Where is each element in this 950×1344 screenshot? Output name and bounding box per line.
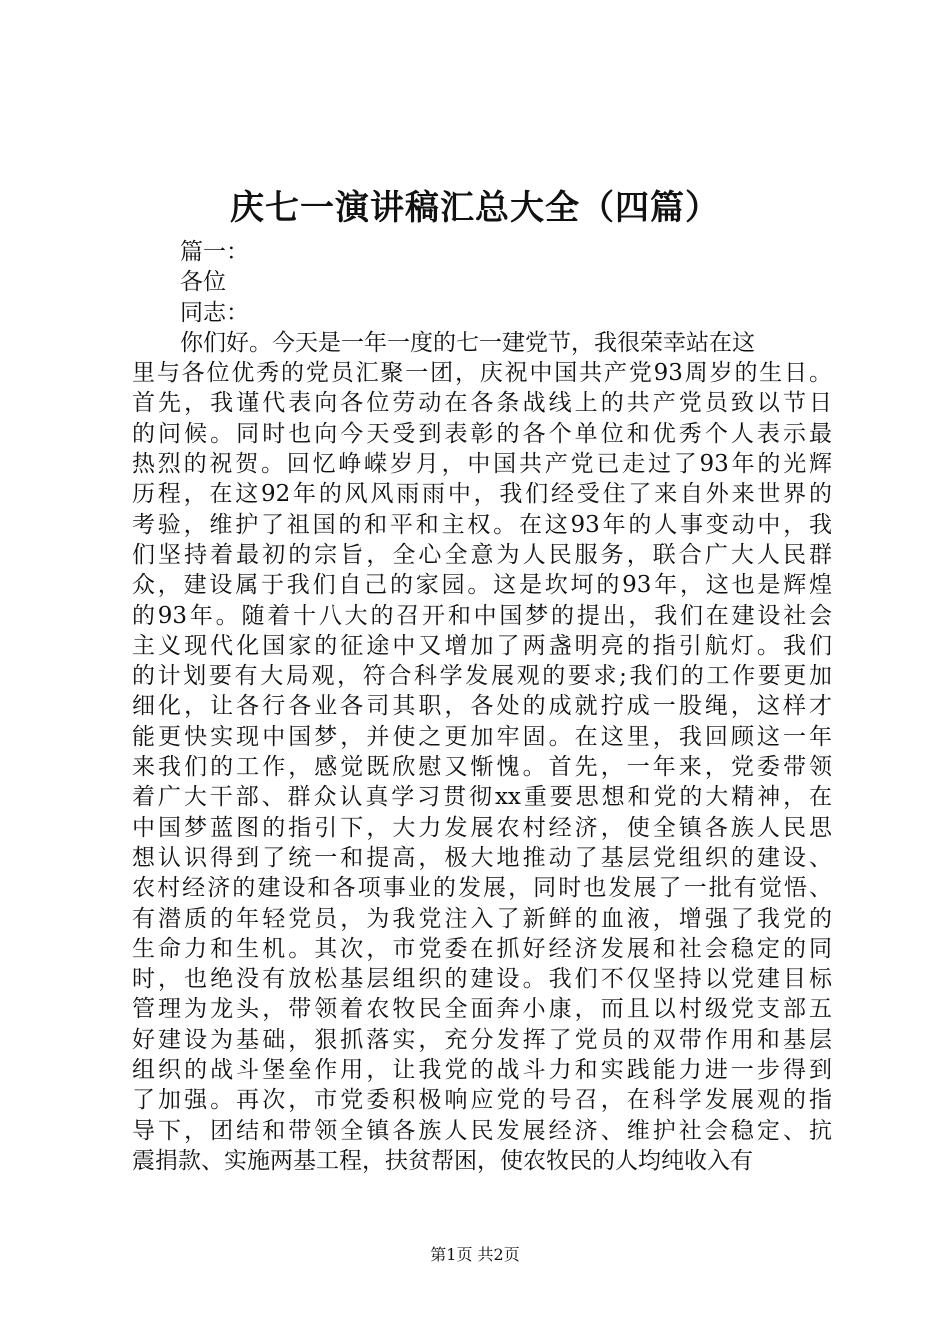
- page-footer: 第1页 共2页: [430, 1245, 520, 1264]
- text-line: 的计划要有大局观，符合科学发展观的要求;我们的工作要更加: [132, 663, 832, 690]
- text-line: 历程，在这92年的风风雨雨中，我们经受住了来自外来世界的: [132, 481, 832, 508]
- text-line: 来我们的工作，感觉既欣慰又惭愧。首先，一年来，党委带领: [132, 754, 832, 781]
- speech-paragraph: [132, 328, 832, 1176]
- text-line: 热烈的祝贺。回忆峥嵘岁月，中国共产党已走过了93年的光辉: [132, 451, 832, 478]
- text-line: 了加强。再次，市党委积极响应党的号召，在科学发展观的指: [132, 1087, 832, 1114]
- text-line: 震捐款、实施两基工程，扶贫帮困，使农牧民的人均纯收入有: [132, 1147, 753, 1174]
- text-line: 能更快实现中国梦，并使之更加牢固。在这里，我回顾这一年: [132, 723, 832, 750]
- document-title: 庆七一演讲稿汇总大全（四篇）: [230, 188, 720, 228]
- text-line: 时，也绝没有放松基层组织的建设。我们不仅坚持以党建目标: [132, 966, 832, 993]
- text-line: 想认识得到了统一和提高，极大地推动了基层党组织的建设、: [132, 844, 832, 871]
- text-line: 首先，我谨代表向各位劳动在各条战线上的共产党员致以节日: [132, 390, 832, 417]
- text-line: 你们好。今天是一年一度的七一建党节，我很荣幸站在这: [180, 329, 755, 356]
- text-line: 们坚持着最初的宗旨，全心全意为人民服务，联合广大人民群: [132, 541, 832, 568]
- text-line: 细化，让各行各业各司其职，各处的成就拧成一股绳，这样才: [132, 693, 832, 720]
- text-line: 众，建设属于我们自己的家园。这是坎坷的93年，这也是辉煌: [132, 572, 832, 599]
- text-line: 里与各位优秀的党员汇聚一团，庆祝中国共产党93周岁的生日。: [132, 360, 832, 387]
- text-line: 主义现代化国家的征途中又增加了两盏明亮的指引航灯。我们: [132, 632, 832, 659]
- text-line: 中国梦蓝图的指引下，大力发展农村经济，使全镇各族人民思: [132, 814, 832, 841]
- salutation-line: 同志：: [180, 299, 249, 326]
- text-line: 考验，维护了祖国的和平和主权。在这93年的人事变动中，我: [132, 511, 832, 538]
- text-line: 生命力和生机。其次，市党委在抓好经济发展和社会稳定的同: [132, 935, 832, 962]
- text-line: 农村经济的建设和各项事业的发展，同时也发展了一批有觉悟、: [132, 875, 832, 902]
- text-line: 有潜质的年轻党员，为我党注入了新鲜的血液，增强了我党的: [132, 905, 832, 932]
- text-line: 的问候。同时也向今天受到表彰的各个单位和优秀个人表示最: [132, 420, 832, 447]
- document-body: [132, 237, 832, 1176]
- text-line: 着广大干部、群众认真学习贯彻xx重要思想和党的大精神，在: [132, 784, 832, 811]
- text-line: 管理为龙头，带领着农牧民全面奔小康，而且以村级党支部五: [132, 996, 832, 1023]
- salutation-line: 各位: [180, 269, 226, 296]
- text-line: 好建设为基础，狠抓落实，充分发挥了党员的双带作用和基层: [132, 1026, 832, 1053]
- text-line: 的93年。随着十八大的召开和中国梦的提出，我们在建设社会: [132, 602, 832, 629]
- text-line: 导下，团结和带领全镇各族人民发展经济、维护社会稳定、抗: [132, 1117, 832, 1144]
- text-line: 组织的战斗堡垒作用，让我党的战斗力和实践能力进一步得到: [132, 1057, 832, 1084]
- section-heading: 篇一：: [180, 239, 249, 265]
